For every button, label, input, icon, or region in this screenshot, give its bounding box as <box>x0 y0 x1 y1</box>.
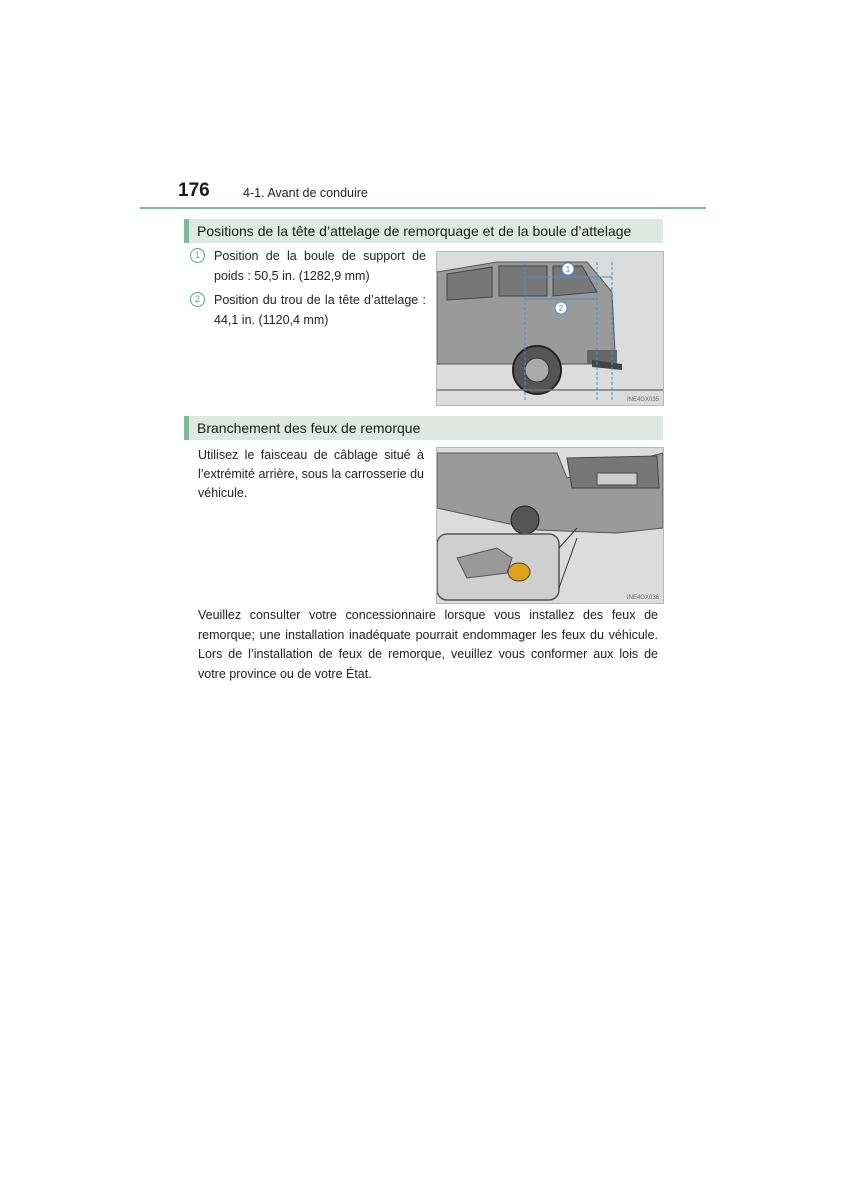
section-title: Branchement des feux de remorque <box>197 420 421 436</box>
suv-side-rear-drawing <box>437 252 663 405</box>
figure-code: INE4GX035 <box>626 397 659 403</box>
list-item-text: Position de la boule de support de poids : 50,5 in. (1282,9 mm) <box>214 249 426 283</box>
callout-2-label: 2 <box>558 304 564 313</box>
figure-code: INE4GX036 <box>626 595 659 601</box>
page-number: 176 <box>178 180 210 201</box>
hitch-position-illustration <box>436 251 664 406</box>
callout-number: 1 <box>190 248 205 263</box>
header-rule <box>140 207 706 209</box>
callout-1-label: 1 <box>565 265 571 274</box>
list-item-text: Position du trou de la tête d’attelage : 44,1 in. (1120,4 mm) <box>214 293 426 327</box>
section-header-trailer-lights <box>184 416 663 440</box>
chapter-title: 4-1. Avant de conduire <box>243 186 368 200</box>
callout-number: 2 <box>190 292 205 307</box>
section-title: Positions de la tête d’attelage de remorquage et de la boule d’attelage <box>197 223 632 239</box>
section-body-text: Utilisez le faisceau de câblage situé à l’extrémité arrière, sous la carrosserie du véhicule. <box>198 448 424 500</box>
suv-rear-drawing <box>437 448 663 603</box>
note-paragraph: Veuillez consulter votre concessionnaire lorsque vous installez des feux de remorque; une installation inadéquate pourrait endommager les feux du véhicule. Lors de l’installation de feux de remorque, veuillez vous conformer aux lois de votre province ou de votre État. <box>198 608 658 681</box>
section-header-hitch-positions <box>184 219 663 243</box>
wiring-harness-illustration <box>436 447 664 604</box>
